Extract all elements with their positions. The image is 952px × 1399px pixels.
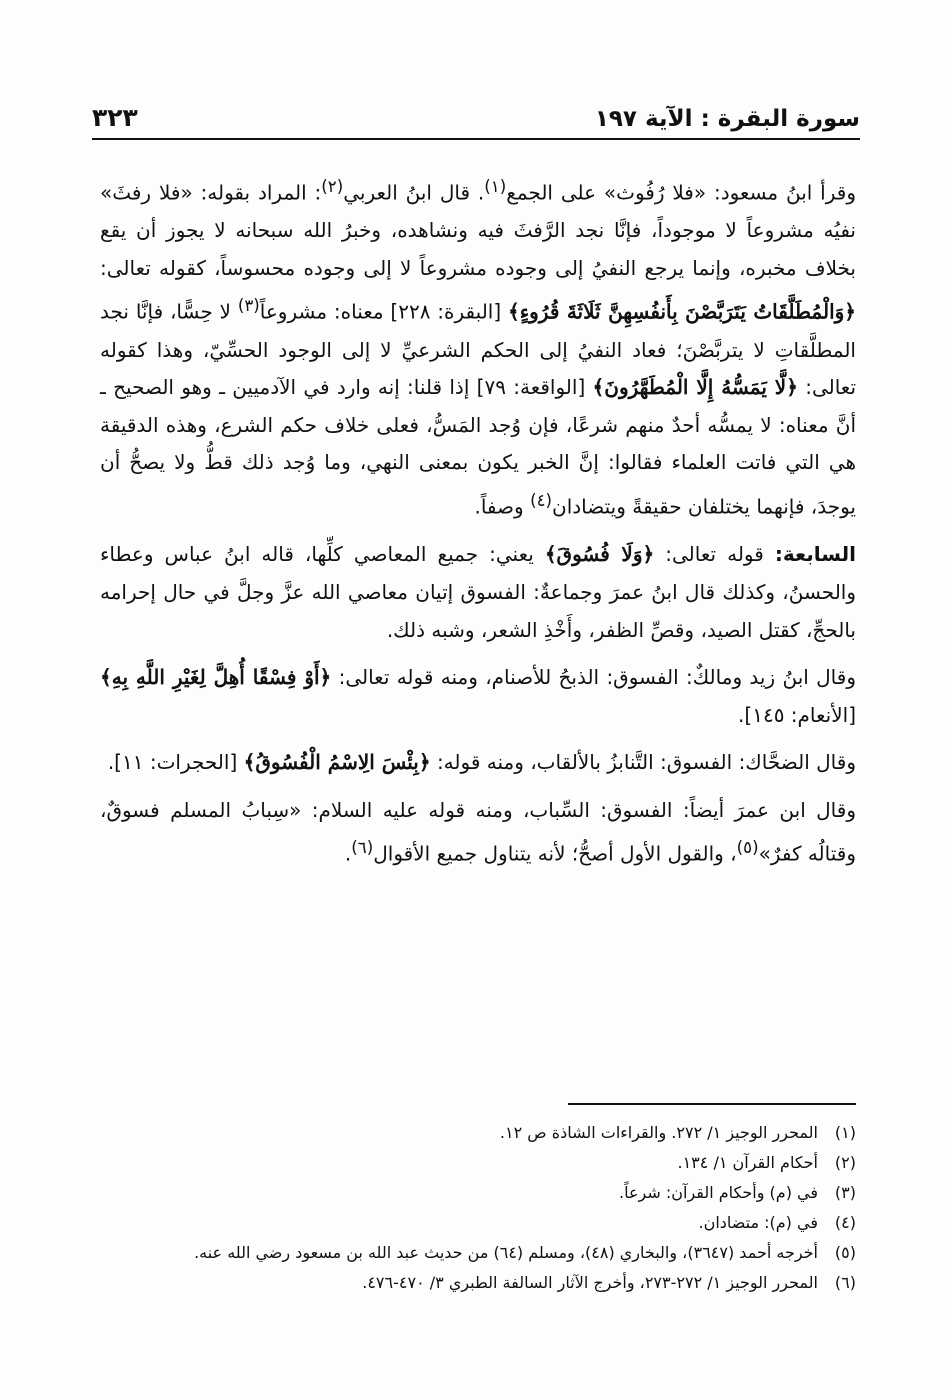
footnote-text: المحرر الوجيز ١/ ٢٧٢-٢٧٣، وأخرج الآثار السالفة الطبري ٣/ ٤٧٠-٤٧٦. [362, 1273, 818, 1292]
paragraph-5 [100, 792, 856, 874]
text-span: . قال ابنُ العربي [343, 180, 485, 205]
quran-verse: ﴿وَلَا فُسُوقَ﴾ [544, 542, 655, 567]
footnote-text: في (م) وأحكام القرآن: شرعاً. [619, 1183, 818, 1202]
header-title: سورة البقرة : الآية ١٩٧ [594, 106, 860, 132]
paragraph-2 [100, 536, 856, 649]
footnote-item [100, 1208, 856, 1238]
text-span: قوله تعالى: [665, 542, 764, 567]
footnote-number: (٦) [834, 1273, 856, 1292]
footnote-number: (٣) [834, 1183, 856, 1202]
text-span: . [344, 842, 352, 867]
footnote-ref: (١) [484, 177, 507, 196]
text-span: يعني: جميع المعاصي كلِّها، قاله ابنُ عباس وعطاء والحسنُ، وكذلك قال ابنُ عمرَ وجماعةٌ: الفسوق إتيان معاصي الله عزَّ وجلَّ في حال إحرامه بالحجِّ، كقتل الصيد، وقصِّ الظفر، وأَخْذِ الشعر، وشبه ذلك. [100, 542, 856, 642]
text-span: [الأنعام: ١٤٥]. [738, 702, 856, 727]
footnote-number: (١) [834, 1123, 856, 1142]
text-span: وقال ابن عمرَ أيضاً: الفسوق: السِّباب، ومنه قوله عليه السلام: «سِبابُ المسلم فسوقٌ، وقتالُه كفرٌ» [100, 797, 856, 867]
footnote-number: (٤) [834, 1213, 856, 1232]
footnote-divider [568, 1103, 856, 1105]
footnote-item [100, 1238, 856, 1268]
main-text [100, 168, 856, 874]
footnote-ref: (٥) [736, 838, 759, 858]
quran-verse: ﴿وَالْمُطَلَّقَاتُ يَتَرَبَّصْنَ بِأَنفُسِهِنَّ ثَلَاثَةَ قُرُوءٍ﴾ [508, 300, 857, 325]
paragraph-1 [100, 168, 856, 526]
text-span: وقال الضحَّاك: الفسوق: التَّنابزُ بالألقاب، ومنه قوله: [436, 750, 856, 775]
text-span: [الواقعة: ٧٩] إذا قلنا: إنه وارد في الآدميين ـ وهو الصحيح ـ أنَّ معناه: لا يمسُّه أحدٌ منهم شرعًا، فإن وُجد المَسُّ، فعلى خلاف حكم الشرع، وهذه الدقيقة هي التي فاتت العلماء فقالوا: إنَّ الخبر يكون بمعنى النهي، وما وُجد ذلك قطُّ ولا يصحُّ أن يوجدَ، فإنهما يختلفان حقيقةً ويتضادان [100, 375, 856, 519]
text-span: : المراد بقوله: «فلا رفثَ» نفيُه مشروعاً لا موجوداً، فإنَّا نجد الرَّفثَ فيه ونشاهده، وخبرُ الله سبحانه لا يجوز أن يقع بخلاف مخبره، وإنما يرجع النفيُ إلى وجوده مشروعاً لا إلى وجوده محسوساً، كقوله تعالى: [100, 180, 856, 280]
running-header [92, 92, 860, 140]
footnote-text: المحرر الوجيز ١/ ٢٧٢. والقراءات الشاذة ص ١٢. [499, 1123, 818, 1142]
quran-verse: ﴿لَّا يَمَسُّهُ إِلَّا الْمُطَهَّرُونَ﴾ [592, 375, 798, 400]
footnote-item [100, 1148, 856, 1178]
text-span: [البقرة: ٢٢٨] معناه: مشروعاً [259, 300, 502, 325]
footnote-item [100, 1118, 856, 1148]
text-span: وقرأ ابنُ مسعود: «فلا رُفُوث» على الجمع [506, 180, 856, 205]
paragraph-3 [100, 659, 856, 734]
footnote-text: في (م): متضادان. [698, 1213, 818, 1232]
page-number: ٣٢٣ [92, 103, 138, 132]
text-span: [الحجرات: ١١]. [107, 750, 238, 775]
footnote-item [100, 1178, 856, 1208]
text-span: لا حِسًّا، فإنَّا نجد المطلَّقاتِ لا يتربَّصْنَ؛ فعاد النفيُ إلى الحكم الشرعيِّ لا إلى الوجود الحسِّيّ، وهذا كقوله تعالى: [100, 300, 857, 400]
footnotes [100, 1118, 856, 1298]
text-span: ، والقول الأول أصحُّ؛ لأنه يتناول جميع الأقوال [373, 842, 737, 867]
quran-verse: ﴿بِئْسَ الِاسْمُ الْفُسُوقُ﴾ [243, 750, 431, 775]
footnote-text: أحكام القرآن ١/ ١٣٤. [677, 1153, 818, 1172]
text-span: وقال ابنُ زيد ومالكٌ: الفسوق: الذبحُ للأصنام، ومنه قوله تعالى: [338, 665, 856, 690]
footnote-text: أخرجه أحمد (٣٦٤٧)، والبخاري (٤٨)، ومسلم (٦٤) من حديث عبد الله بن مسعود رضي الله عنه. [194, 1243, 818, 1262]
footnote-item [100, 1268, 856, 1298]
footnote-ref: (٤) [530, 491, 553, 511]
footnote-ref: (٣) [237, 296, 260, 316]
section-lead: السابعة: [774, 542, 856, 567]
footnote-ref: (٢) [321, 177, 344, 196]
quran-verse: ﴿أَوْ فِسْقًا أُهِلَّ لِغَيْرِ اللَّهِ بِهِ﴾ [100, 665, 332, 690]
footnote-ref: (٦) [351, 838, 374, 858]
paragraph-4 [100, 744, 856, 782]
text-span: وصفاً. [474, 494, 524, 519]
footnote-number: (٢) [834, 1153, 856, 1172]
footnote-number: (٥) [834, 1243, 856, 1262]
